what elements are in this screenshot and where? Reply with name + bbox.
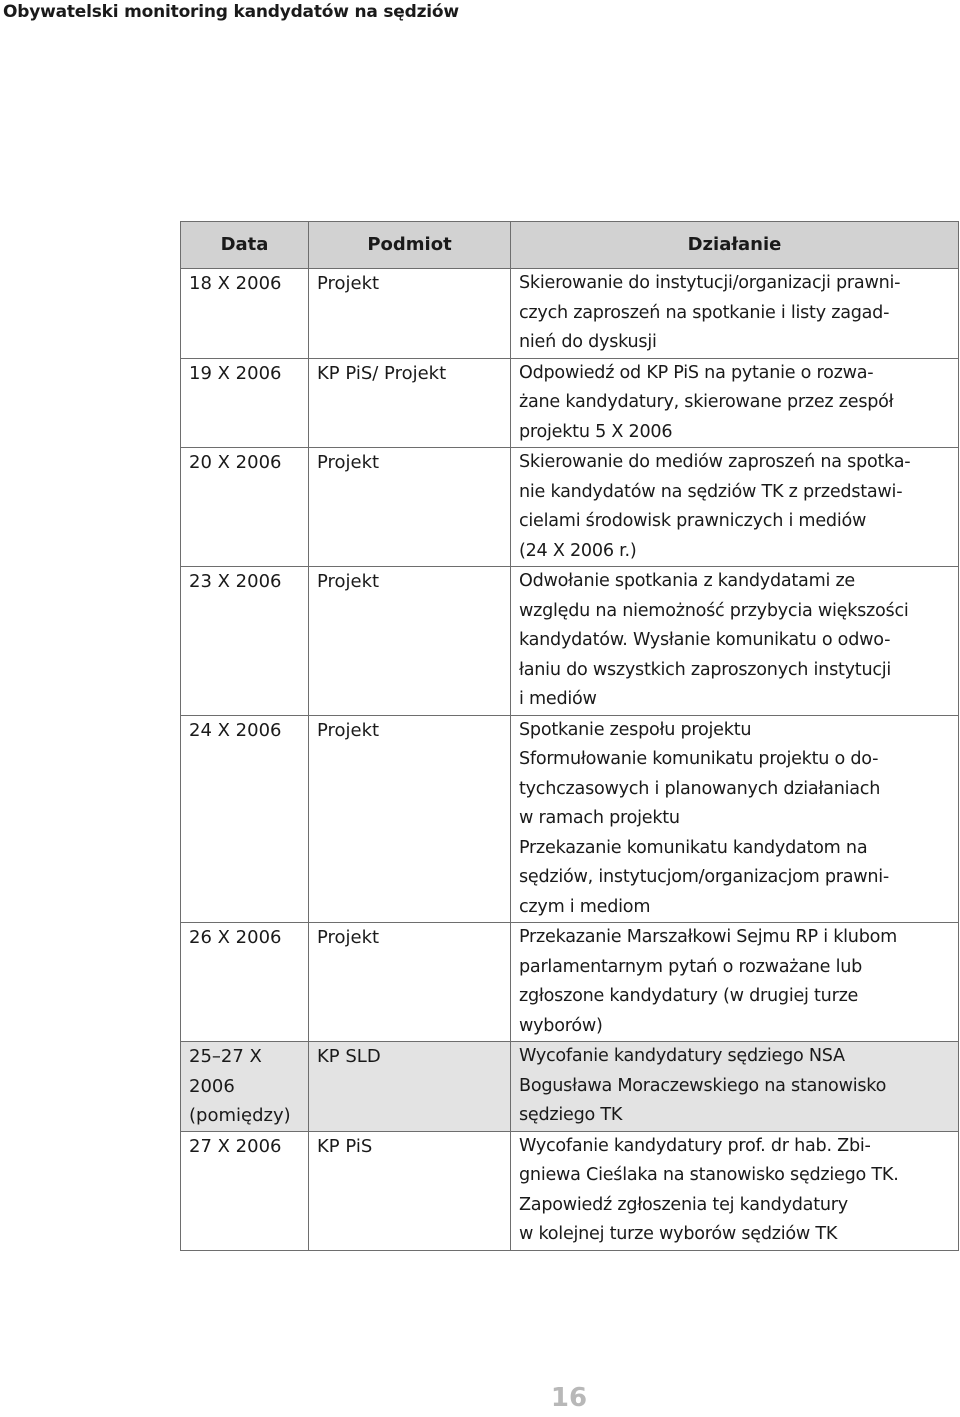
subject-line: Projekt: [317, 571, 380, 592]
subject-cell: [309, 567, 511, 716]
column-header-date: Data: [181, 222, 309, 269]
events-table: [180, 221, 959, 1251]
subject-cell: [309, 1042, 511, 1132]
action-line: nień do dyskusji: [519, 332, 657, 352]
action-line: projektu 5 X 2006: [519, 421, 673, 442]
subject-line: KP PiS: [317, 1135, 373, 1157]
table-row: [181, 358, 959, 448]
date-line: (pomiędzy): [189, 1105, 291, 1126]
date-line: 25–27 X: [189, 1046, 262, 1067]
subject-cell: [309, 923, 511, 1042]
action-line: zgłoszone kandydatury (w drugiej turze: [519, 986, 859, 1006]
action-line: w kolejnej turze wyborów sędziów TK: [519, 1224, 838, 1244]
action-line: Przekazanie komunikatu kandydatom na: [519, 837, 868, 858]
action-line: Przekazanie Marszałkowi Sejmu RP i klubom: [519, 927, 898, 947]
subject-line: Projekt: [317, 452, 380, 473]
date-line: 26 X 2006: [189, 927, 282, 948]
table-row: [181, 1131, 959, 1250]
action-line: sędziów, instytucjom/organizacjom prawni-: [519, 867, 890, 887]
running-header: Obywatelski monitoring kandydatów na sędziów: [3, 2, 459, 22]
action-line: czych zaproszeń na spotkanie i listy zagad-: [519, 302, 890, 323]
date-cell: [181, 1131, 309, 1250]
subject-cell: [309, 358, 511, 448]
action-line: i mediów: [519, 689, 597, 709]
subject-cell: [309, 269, 511, 359]
action-cell: [511, 448, 959, 567]
action-line: (24 X 2006 r.): [519, 540, 637, 561]
date-line: 23 X 2006: [189, 571, 282, 592]
subject-line: KP SLD: [317, 1046, 381, 1067]
action-line: parlamentarnym pytań o rozważane lub: [519, 956, 863, 977]
column-header-action: Działanie: [511, 222, 959, 269]
action-line: Wycofanie kandydatury sędziego NSA: [519, 1046, 845, 1066]
table-row: [181, 1042, 959, 1132]
date-line: 27 X 2006: [189, 1135, 282, 1157]
action-line: kandydatów. Wysłanie komunikatu o odwo-: [519, 630, 891, 650]
action-cell: [511, 358, 959, 448]
date-line: 18 X 2006: [189, 273, 282, 294]
date-cell: [181, 715, 309, 923]
date-cell: [181, 358, 309, 448]
action-cell: [511, 269, 959, 359]
date-line: 19 X 2006: [189, 362, 282, 384]
action-cell: [511, 1131, 959, 1250]
date-cell: [181, 1042, 309, 1132]
action-line: w ramach projektu: [519, 808, 680, 828]
action-line: nie kandydatów na sędziów TK z przedstawi-: [519, 481, 903, 502]
action-cell: [511, 567, 959, 716]
action-line: Skierowanie do instytucji/organizacji prawni-: [519, 273, 901, 293]
action-line: Zapowiedź zgłoszenia tej kandydatury: [519, 1194, 848, 1215]
action-line: Spotkanie zespołu projektu: [519, 719, 752, 740]
action-line: gniewa Cieślaka na stanowisko sędziego TK.: [519, 1165, 899, 1185]
table-row: [181, 448, 959, 567]
action-cell: [511, 923, 959, 1042]
action-line: względu na niemożność przybycia większości: [519, 600, 909, 621]
table-header: [181, 222, 959, 269]
subject-cell: [309, 715, 511, 923]
subject-line: Projekt: [317, 719, 380, 741]
column-header-subject: Podmiot: [309, 222, 511, 269]
table-row: [181, 567, 959, 716]
page-number: 16: [550, 1383, 588, 1413]
action-line: łaniu do wszystkich zaproszonych instytucji: [519, 659, 892, 680]
date-cell: [181, 923, 309, 1042]
date-cell: [181, 269, 309, 359]
date-line: 20 X 2006: [189, 452, 282, 473]
subject-line: Projekt: [317, 273, 380, 294]
table-body: [181, 269, 959, 1251]
subject-cell: [309, 448, 511, 567]
subject-line: Projekt: [317, 927, 380, 948]
table-row: [181, 269, 959, 359]
table-header-row: [181, 222, 959, 269]
action-line: Wycofanie kandydatury prof. dr hab. Zbi-: [519, 1135, 871, 1156]
action-line: żane kandydatury, skierowane przez zespół: [519, 392, 894, 412]
date-line: 2006: [189, 1075, 235, 1097]
table-row: [181, 715, 959, 923]
date-cell: [181, 567, 309, 716]
action-line: sędziego TK: [519, 1105, 623, 1125]
action-line: czym i mediom: [519, 896, 651, 917]
table-row: [181, 923, 959, 1042]
action-line: Skierowanie do mediów zaproszeń na spotka-: [519, 452, 911, 472]
action-line: tychczasowych i planowanych działaniach: [519, 778, 881, 799]
action-line: Bogusława Moraczewskiego na stanowisko: [519, 1075, 887, 1096]
action-line: wyborów): [519, 1015, 603, 1036]
subject-line: KP PiS/ Projekt: [317, 362, 447, 384]
action-line: cielami środowisk prawniczych i mediów: [519, 511, 867, 531]
action-line: Sformułowanie komunikatu projektu o do-: [519, 749, 879, 769]
action-line: Odwołanie spotkania z kandydatami ze: [519, 571, 856, 591]
date-line: 24 X 2006: [189, 719, 282, 741]
subject-cell: [309, 1131, 511, 1250]
action-line: Odpowiedź od KP PiS na pytanie o rozwa-: [519, 362, 874, 383]
action-cell: [511, 1042, 959, 1132]
action-cell: [511, 715, 959, 923]
date-cell: [181, 448, 309, 567]
